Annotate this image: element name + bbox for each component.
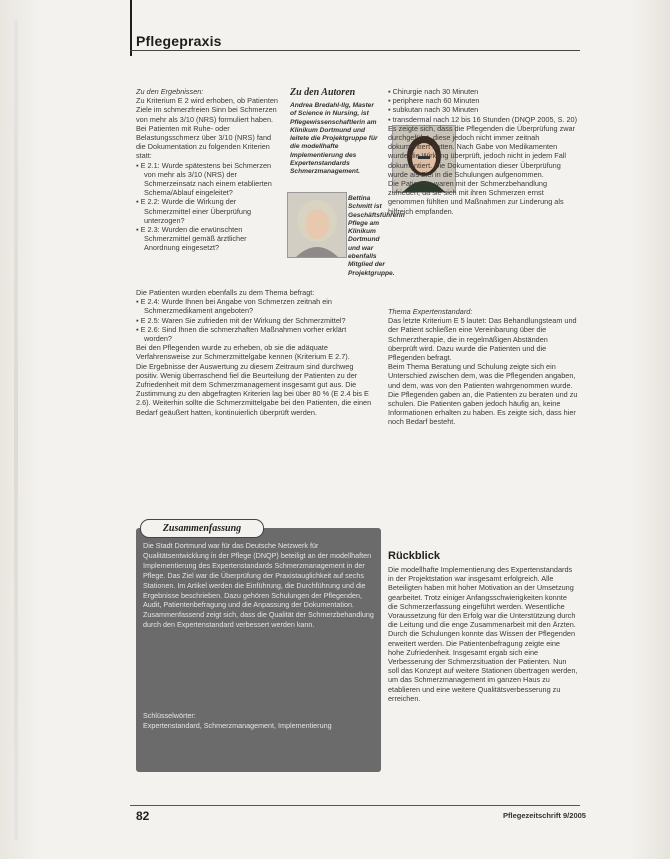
header-bar [130, 0, 132, 56]
left-wide-column [136, 288, 376, 417]
author-photo-2 [287, 192, 347, 258]
list-item: ▪ periphere nach 60 Minuten [388, 96, 480, 106]
authors-heading: Zu den Autoren [290, 87, 356, 98]
footer-rule [130, 805, 580, 806]
results-heading: Zu den Ergebnissen: [136, 87, 204, 96]
paragraph: Es zeigte sich, dass die Pflegenden die Überprüfung zwar durchgeführt, diese jedoch nicht immer zeitnah dokumentiert hatten. Nach Gabe von Medikamenten wurde die Wirkung überprüft, jedoch nicht in jedem Fall dokumentiert. Die Dokumentation dieser Überprüfung wurde als Ziel in die Schulungen aufgenommen. [388, 123, 575, 179]
rueckblick-text: Die modellhafte Implementierung des Expertenstandards in der Projektstation war insgesamt erfolgreich. Alle Beteiligten haben mit hoher Motivation an der Umsetzung gearbeitet. Trotz einiger Anfangsschwierigkeiten konnte die Schmerzerfassung eingeführt werden. Wesentliche Voraussetzung für den Erfolg war die Unterstützung durch die Leitung und die enge Zusammenarbeit mit den Ärzten. Durch die Schulungen konnte das Wissen der Pflegenden erweitert werden. Die Patientenbefragung zeigte eine hohe Zufriedenheit. Insgesamt ergab sich eine Verbesserung der Schmerzsituation der Patienten. Nun soll das Konzept auf weitere Stationen übertragen werden, um das Schmerzmanagement im ganzen Haus zu etablieren und eine weitere Qualitätsverbesserung zu erreichen. [388, 565, 578, 703]
header-rule [130, 50, 580, 51]
authors-box [290, 87, 384, 177]
criterion-item: ▪ E 2.2: Wurde die Wirkung der Schmerzmittel einer Überprüfung unterzogen? [136, 197, 252, 225]
keywords [143, 711, 375, 731]
keywords-label: Schlüsselwörter: [143, 711, 196, 720]
paragraph: Die Ergebnisse der Auswertung zu diesem Zeitraum sind durchweg positiv. Wenig überraschend fiel die Beurteilung der Patienten zu der Zufriedenheit mit dem Schmerzmanagement insgesamt gut aus. Die Zustimmung zu den abgefragten Kriterien lag bei über 80 % (E 2.4 bis E 2.6). Weiterhin sollte die Schmerzmittelgabe bei den Patienten, die einen Bedarf geäußert hatten, kontinuierlich überprüft werden. [136, 361, 372, 417]
list-item: ▪ subkutan nach 30 Minuten [388, 105, 479, 115]
scan-edge [14, 20, 18, 840]
paragraph: Bei den Pflegenden wurde zu erheben, ob sie die adäquate Verfahrensweise zur Schmerzmittelgabe kennen (Kriterium E 2.7). [136, 343, 350, 362]
right-column-2 [388, 307, 578, 427]
criterion-item: ▪ E 2.1: Wurde spätestens bei Schmerzen von mehr als 3/10 (NRS) der Schmerzeinsatz nach einem etablierten Schema/Ablauf eingeleitet? [136, 160, 272, 198]
page-number: 82 [136, 809, 150, 823]
list-item: ▪ Chirurgie nach 30 Minuten [388, 87, 479, 96]
subheading: Thema Expertenstandard: [388, 307, 473, 316]
criterion-item: ▪ E 2.6: Sind Ihnen die schmerzhaften Maßnahmen vorher erklärt worden? [136, 324, 347, 344]
results-intro: Zu Kriterium E 2 wird erhoben, ob Patienten Ziele im schmerzfreien Sinn bei Schmerzen von mehr als 3/10 (NRS) formuliert haben. Bei Patienten mit Ruhe- oder Belastungsschmerz über 3/10 (NRS) fand die Dokumentation zu folgenden Kriterien statt: [136, 96, 278, 161]
section-title: Pflegepraxis [136, 33, 222, 49]
author-bio-2: Bettina Schmitt ist Geschäftsführerin Pflege am Klinikum Dortmund und war ebenfalls Mitglied der Projektgruppe. [348, 195, 405, 277]
keywords-text: Expertenstandard, Schmerzmanagement, Implementierung [143, 721, 332, 730]
paragraph: Die Patienten waren mit der Schmerzbehandlung zufrieden, da sie sich mit ihren Schmerzen ernst genommen fühlten und Maßnahmen zur Linderung als hilfreich empfanden. [388, 179, 564, 216]
criterion-item: ▪ E 2.4: Wurde Ihnen bei Angabe von Schmerzen zeitnah ein Schmerzmedikament angeboten? [136, 297, 332, 316]
journal-name: Pflegezeitschrift 9/2005 [503, 811, 586, 820]
paragraph: Beim Thema Beratung und Schulung zeigte sich ein Unterschied zwischen dem, was die Pflegenden angaben, und dem, was von den Patienten wahrgenommen wurde. Die Pflegenden gaben an, die Patienten zu beraten und zu schulen. Die Patienten gaben jedoch häufig an, keine Informationen erhalten zu haben. Es zeigte sich, dass hier noch Bedarf besteht. [388, 362, 578, 427]
criterion-item: ▪ E 2.5: Waren Sie zufrieden mit der Wirkung der Schmerzmittel? [136, 315, 346, 325]
list-item: ▪ transdermal nach 12 bis 16 Stunden (DNQP 2005, S. 20) [388, 114, 578, 124]
criterion-item: ▪ E 2.3: Wurden die erwünschten Schmerzmittel gemäß ärztlicher Anordnung eingesetzt? [136, 225, 247, 253]
author-bio-1: Andrea Bredahl-Ilg, Master of Science in Nursing, ist Pflegewissenschaftlerin am Klinikum Dortmund und leitete die Projektgruppe für die modellhafte Implementierung des Expertenstandards Schmerzmanagement. [290, 102, 378, 176]
rueckblick-heading: Rückblick [388, 550, 440, 562]
patient-survey-intro: Die Patienten wurden ebenfalls zu dem Thema befragt: [136, 288, 315, 297]
summary-title: Zusammenfassung [140, 519, 264, 538]
left-column [136, 87, 282, 253]
right-column [388, 87, 578, 216]
summary-text: Die Stadt Dortmund war für das Deutsche Netzwerk für Qualitätsentwicklung in der Pflege (DNQP) beteiligt an der modellhaften Implementierung des Expertenstandards Schmerzmanagement in der Pflege. Das Ziel war die Überprüfung der Praxistauglichkeit auf sechs Stationen. Im Artikel werden die Einführung, die Durchführung und die Ergebnisse beschrieben. Dazu gehören Schulungen der Pflegenden, Audit, Patientenbefragung und die Anpassung der Dokumentation. Zusammenfassend zeigt sich, dass die Qualität der Schmerzbehandlung durch den Expertenstandard verbessert werden kann. [143, 541, 374, 630]
paragraph: Das letzte Kriterium E 5 lautet: Das Behandlungsteam und der Patient schließen eine Vereinbarung über die Schmerztherapie, die in regelmäßigen Abständen überprüft wird. Dazu wurde die Patienten und die Pflegenden befragt. [388, 316, 577, 363]
